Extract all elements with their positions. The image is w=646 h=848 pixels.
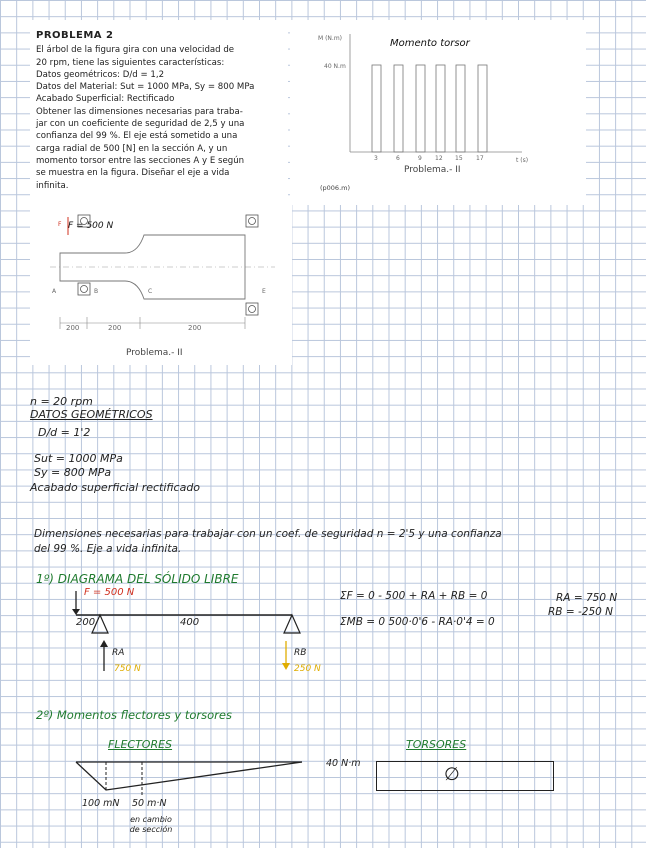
dimension-label: 200 [108, 324, 122, 332]
equation-sum-forces: ΣF = 0 - 500 + RA + RB = 0 [340, 590, 488, 602]
problem-line: carga radial de 500 [N] en la sección A, y un [36, 143, 228, 154]
problem-line: confianza del 99 %. El eje está sometido a una [36, 131, 238, 142]
note-finish: Acabado superficial rectificado [30, 481, 201, 494]
shaft-drawing [30, 205, 292, 365]
result-ra: RA = 750 N [556, 592, 618, 604]
bending-moment-line [76, 762, 302, 790]
section-label-a: A [52, 288, 57, 295]
problem-line: Obtener las dimensiones necesarias para traba- [36, 106, 243, 117]
bearing-bottom-e [246, 303, 258, 315]
torque-tick: 12 [435, 155, 443, 162]
flectores-heading: FLECTORES [108, 738, 173, 751]
problem-line: jar con un coeficiente de seguridad de 2,5 y una [36, 119, 245, 130]
note-dims-line2: del 99 %. Eje a vida infinita. [34, 543, 182, 555]
problem-line: momento torsor entre las secciones A y E según [36, 155, 245, 166]
fbd-rb-value: 250 N [294, 664, 321, 674]
note-rpm: n = 20 rpm [30, 395, 93, 408]
problem-ref: (p006.m) [320, 184, 351, 192]
problem-line: se muestra en la figura. Diseñar el eje a vida [36, 168, 230, 179]
shaft-load-label: F = 500 N [68, 221, 114, 231]
bearing-top-e [246, 215, 258, 227]
bending-moment-diagram [70, 752, 306, 800]
note-dims-line1: Dimensiones necesarias para trabajar con un coef. de seguridad n = 2'5 y una confianza [34, 528, 502, 540]
problem-statement [30, 20, 288, 205]
shaft-caption: Problema.- II [126, 348, 183, 358]
torsores-heading: TORSORES [406, 738, 467, 751]
bending-label-50: 50 m·N [132, 798, 167, 809]
dimension-label: 200 [66, 324, 80, 332]
torque-xlabel: t (s) [516, 157, 529, 164]
problem-line: Datos del Material: Sut = 1000 MPa, Sy = 800 MPa [36, 82, 255, 93]
section-label-b: B [94, 288, 99, 295]
note-geom-title: DATOS GEOMÉTRICOS [30, 408, 153, 421]
equation-sum-moments: ΣMB = 0 500·0'6 - RA·0'4 = 0 [340, 616, 495, 628]
fbd-ra-value: 750 N [114, 664, 141, 674]
dimension-label: 200 [188, 324, 202, 332]
bending-label-100: 100 mN [82, 798, 120, 809]
problem-line: Datos geométricos: D/d = 1,2 [36, 69, 165, 80]
torque-tick: 3 [374, 155, 378, 162]
torque-tick: 17 [476, 155, 484, 162]
bending-section-note: en cambio de sección [129, 815, 173, 834]
torque-title: Momento torsor [390, 38, 470, 49]
bearing-ball [249, 306, 256, 313]
shaft-figure [30, 205, 292, 365]
torque-value-label: 40 N·m [326, 758, 361, 769]
fbd-dim-200: 200 [76, 617, 96, 628]
problem-line: Acabado Superficial: Rectificado [36, 94, 175, 105]
section1-heading: 1º) DIAGRAMA DEL SÓLIDO LIBRE [36, 572, 239, 586]
torque-tick: 6 [396, 155, 400, 162]
fbd-dim-400: 400 [180, 617, 200, 628]
torque-pulse [416, 65, 425, 152]
torque-rectangle [376, 761, 554, 791]
section2-heading: 2º) Momentos flectores y torsores [36, 708, 232, 722]
torque-pulse [456, 65, 465, 152]
problem-line: infinita. [36, 180, 69, 191]
problem-line: El árbol de la figura gira con una velocidad de [36, 45, 235, 56]
force-arrowhead [72, 609, 80, 615]
bearing-bottom-b [78, 283, 90, 295]
torque-level: 40 N.m [324, 63, 346, 70]
problem-title: PROBLEMA 2 [36, 30, 114, 41]
fbd-ra-label: RA [112, 648, 125, 658]
torque-chart [290, 20, 586, 205]
note-ratio: D/d = 1'2 [38, 426, 91, 439]
bearing-ball [81, 286, 88, 293]
support-b [284, 615, 300, 633]
torque-tick: 9 [418, 155, 422, 162]
torque-ylabel: M (N.m) [318, 35, 343, 42]
torque-caption: Problema.- II [404, 165, 461, 175]
free-body-diagram [60, 585, 320, 685]
result-rb: RB = -250 N [548, 606, 613, 618]
reaction-arrowhead-a [100, 640, 108, 647]
problem-line: 20 rpm, tiene las siguientes características: [36, 57, 225, 68]
note-sut: Sut = 1000 MPa [34, 452, 123, 465]
fbd-force-label: F = 500 N [84, 587, 135, 598]
fbd-rb-label: RB [294, 648, 307, 658]
shaft-load-label-small: F [58, 221, 62, 228]
bearing-ball [249, 218, 256, 225]
reaction-arrowhead-b [282, 663, 290, 670]
torque-figure [290, 20, 586, 205]
note-sy: Sy = 800 MPa [34, 466, 112, 479]
torque-pulse [394, 65, 403, 152]
torque-tick: 15 [455, 155, 463, 162]
torque-null-symbol: ∅ [444, 764, 460, 785]
torque-pulse [372, 65, 381, 152]
torque-pulse [478, 65, 487, 152]
section-label-e: E [262, 288, 266, 295]
torque-pulse [436, 65, 445, 152]
section-label-c: C [148, 288, 153, 295]
